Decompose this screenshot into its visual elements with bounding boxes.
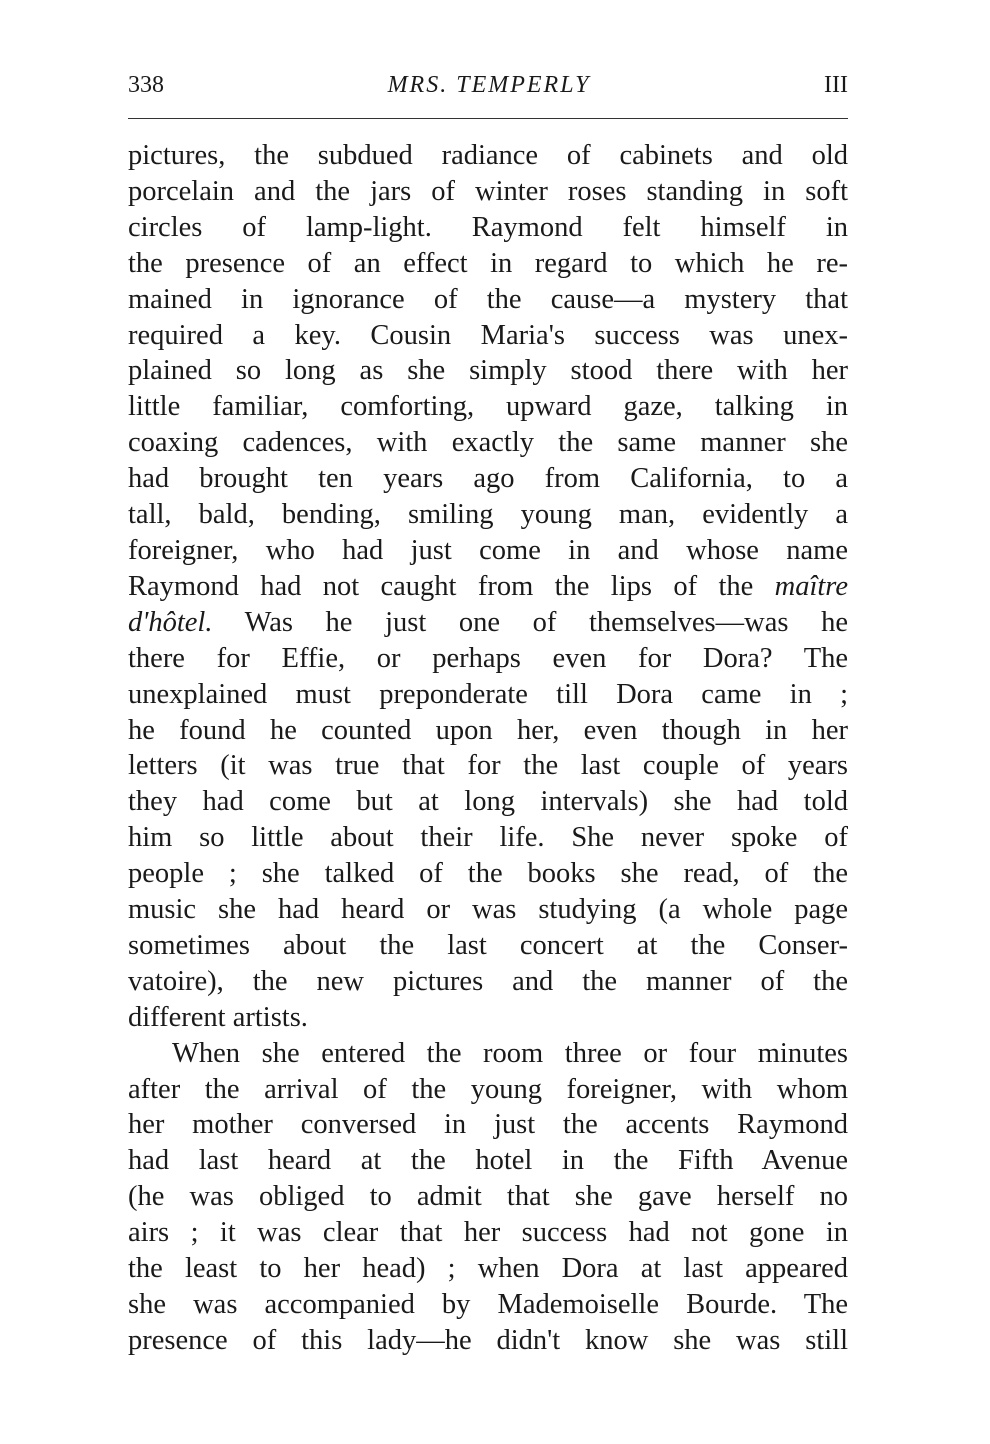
text-line: different artists.	[128, 1001, 308, 1033]
text-line	[128, 605, 848, 641]
text-line: her mother conversed in just the accents Raymond	[128, 1109, 848, 1141]
text-line: porcelain and the jars of winter roses standing in soft	[128, 175, 848, 207]
text-line: circles of lamp-light. Raymond felt himself in	[128, 211, 848, 243]
text-line: plained so long as she simply stood there with her	[128, 355, 848, 387]
header-rule	[128, 118, 848, 119]
text-line: presence of this lady—he didn't know she was still	[128, 1324, 848, 1356]
text-line: (he was obliged to admit that she gave herself no	[128, 1181, 848, 1213]
text-line: had brought ten years ago from California, to a	[128, 463, 848, 495]
text-line: music she had heard or was studying (a whole page	[128, 894, 848, 926]
italic-term: d'hôtel.	[128, 606, 213, 638]
text-fragment: Was he just one of themselves—was he	[244, 606, 848, 638]
text-line: When she entered the room three or four minutes	[172, 1037, 848, 1069]
text-line: sometimes about the last concert at the Conser-	[128, 929, 848, 961]
text-line: foreigner, who had just come in and whose name	[128, 534, 848, 566]
italic-term: maître	[774, 570, 848, 602]
text-line: people ; she talked of the books she read, of the	[128, 858, 848, 890]
body-text	[128, 138, 848, 1359]
text-line: she was accompanied by Mademoiselle Bourde. The	[128, 1289, 848, 1320]
text-line: letters (it was true that for the last couple of years	[128, 750, 848, 782]
chapter-number: III	[824, 72, 848, 98]
text-line	[128, 569, 848, 605]
text-line: unexplained must preponderate till Dora came in ;	[128, 678, 848, 710]
text-line: him so little about their life. She never spoke of	[128, 822, 848, 854]
text-line: they had come but at long intervals) she had told	[128, 786, 848, 818]
text-line: the presence of an effect in regard to which he re-	[128, 247, 848, 279]
text-line: coaxing cadences, with exactly the same manner she	[128, 427, 848, 459]
text-line: mained in ignorance of the cause—a mystery that	[128, 283, 848, 315]
running-header	[128, 72, 850, 106]
text-line: airs ; it was clear that her success had not gone in	[128, 1217, 848, 1249]
text-line: after the arrival of the young foreigner, with whom	[128, 1073, 848, 1105]
text-line: the least to her head) ; when Dora at last appeared	[128, 1253, 848, 1285]
text-fragment: Raymond had not caught from the lips of the	[128, 570, 754, 602]
text-line: had last heard at the hotel in the Fifth Avenue	[128, 1145, 848, 1177]
text-line: he found he counted upon her, even though in her	[128, 714, 848, 746]
paragraph	[128, 1036, 848, 1359]
text-line: there for Effie, or perhaps even for Dora? The	[128, 642, 848, 674]
text-line: little familiar, comforting, upward gaze, talking in	[128, 391, 848, 423]
text-line: pictures, the subdued radiance of cabinets and old	[128, 140, 848, 171]
paragraph-continued	[128, 138, 848, 1036]
page-number: 338	[128, 72, 164, 98]
running-title: MRS. TEMPERLY	[387, 72, 591, 98]
text-line: required a key. Cousin Maria's success was unex-	[128, 319, 848, 351]
text-line: vatoire), the new pictures and the manner of the	[128, 965, 848, 997]
text-line: tall, bald, bending, smiling young man, evidently a	[128, 499, 848, 531]
